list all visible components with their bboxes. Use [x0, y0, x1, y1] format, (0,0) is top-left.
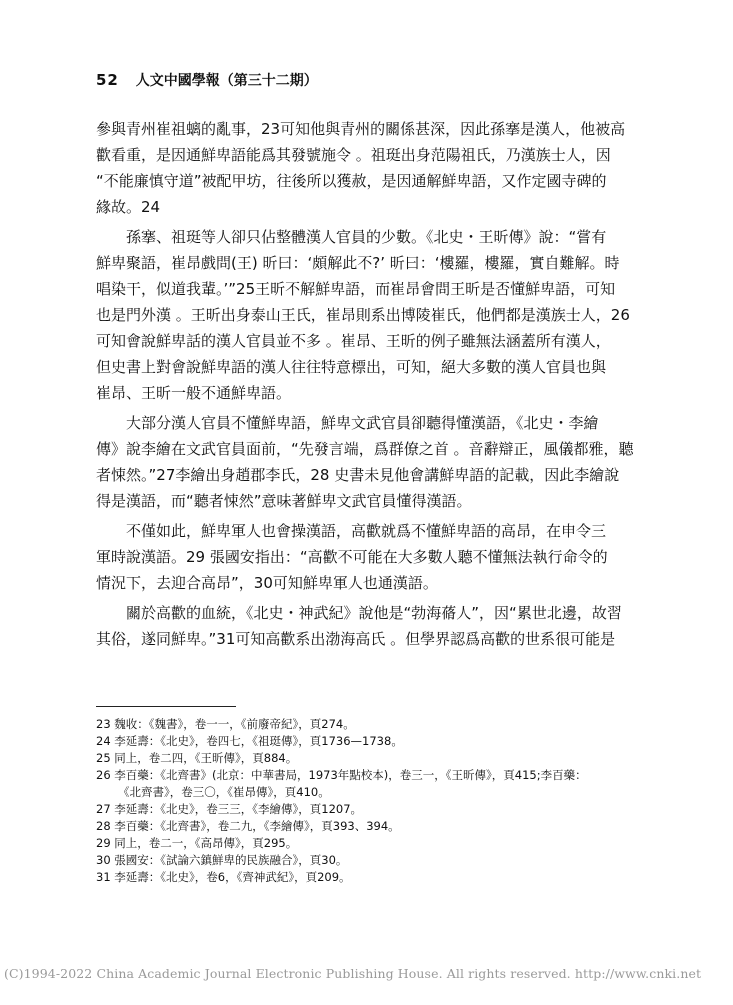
body-line: 者悚然。”27李繪出身趙郡李氏，28 史書未見他會講鮮卑語的記載，因此李繪說 — [96, 466, 620, 484]
body-line: 也是門外漢 。王昕出身泰山王氏，崔昂則系出博陵崔氏，他們都是漢族士人，26 — [96, 306, 630, 324]
body-line: 崔昂、王昕一般不通鮮卑語。 — [96, 384, 292, 402]
body-line: 唱染干，似道我輩。’”25王昕不解鮮卑語，而崔昂會問王昕是否懂鮮卑語，可知 — [96, 280, 616, 298]
footnote-25: 25 同上，卷二四，《王昕傳》，頁884。 — [96, 751, 298, 765]
body-line: 軍時說漢語。29 張國安指出：“高歡不可能在大多數人聽不懂無法執行命令的 — [96, 548, 608, 566]
footnote-31: 31 李延壽：《北史》，卷6，《齊神武紀》，頁209。 — [96, 870, 351, 884]
page-number: 52 — [96, 71, 119, 89]
body-line: 可知會說鮮卑話的漢人官員並不多 。崔昂、王昕的例子雖無法涵蓋所有漢人， — [96, 332, 611, 350]
body-line: 孫搴、祖珽等人卻只佔整體漢人官員的少數。《北史・王昕傳》說：“嘗有 — [126, 228, 607, 246]
footnote-26-continued: 《北齊書》，卷三〇，《崔昂傳》，頁410。 — [118, 785, 330, 799]
footnote-30: 30 張國安：《試論六鎮鮮卑的民族融合》，頁30。 — [96, 853, 348, 867]
body-line: 大部分漢人官員不懂鮮卑語，鮮卑文武官員卻聽得懂漢語，《北史・李繪 — [126, 414, 599, 432]
footnote-29: 29 同上，卷二一，《高昂傳》，頁295。 — [96, 836, 298, 850]
running-header — [96, 70, 318, 90]
body-line: 關於高歡的血統，《北史・神武紀》說他是“勃海蓨人”，因“累世北邊，故習 — [126, 604, 622, 622]
body-line: 參與青州崔祖螭的亂事，23可知他與青州的關係甚深，因此孫搴是漢人，他被高 — [96, 120, 626, 138]
footnote-23: 23 魏收：《魏書》，卷一一，《前廢帝紀》，頁274。 — [96, 717, 355, 731]
body-line: 歡看重，是因通鮮卑語能爲其發號施令 。祖珽出身范陽祖氏，乃漢族士人，因 — [96, 146, 611, 164]
footnote-27: 27 李延壽：《北史》，卷三三，《李繪傳》，頁1207。 — [96, 802, 363, 816]
body-line: 但史書上對會說鮮卑語的漢人往往特意標出，可知，絕大多數的漢人官員也與 — [96, 358, 607, 376]
copyright-footer: (C)1994-2022 China Academic Journal Electronic Publishing House. All rights reserved. http://www.cnki.net — [4, 966, 702, 981]
body-line: 鮮卑聚語，崔昂戲問(王) 昕曰：‘頗解此不?’ 昕曰：‘樓羅，樓羅，實自難解。時 — [96, 254, 620, 272]
footnote-24: 24 李延壽：《北史》，卷四七，《祖珽傳》，頁1736—1738。 — [96, 734, 403, 748]
article-body — [96, 116, 636, 652]
body-line: 緣故。24 — [96, 198, 161, 216]
body-line: 情況下，去迎合高昂”，30可知鮮卑軍人也通漢語。 — [96, 574, 438, 592]
footnote-divider — [96, 706, 236, 707]
body-line: 得是漢語，而“聽者悚然”意味著鮮卑文武官員懂得漢語。 — [96, 492, 472, 510]
footnote-26: 26 李百藥：《北齊書》(北京：中華書局，1973年點校本)，卷三一，《王昕傳》，頁415;李百藥： — [96, 768, 587, 782]
body-line: 傳》說李繪在文武官員面前，“先發言端，爲群僚之首 。音辭辯正，風儀都雅，聽 — [96, 440, 634, 458]
journal-title: 人文中國學報（第三十二期） — [135, 73, 318, 89]
body-line: 其俗，遂同鮮卑。”31可知高歡系出渤海高氏 。但學界認爲高歡的世系很可能是 — [96, 630, 616, 648]
footnote-28: 28 李百藥：《北齊書》，卷二九，《李繪傳》，頁393、394。 — [96, 819, 400, 833]
footnotes — [96, 716, 656, 886]
body-line: 不僅如此，鮮卑軍人也會操漢語，高歡就爲不懂鮮卑語的高昂，在申令三 — [126, 522, 607, 540]
body-line: “不能廉慎守道”被配甲坊，往後所以獲赦，是因通解鮮卑語，又作定國寺碑的 — [96, 172, 607, 190]
